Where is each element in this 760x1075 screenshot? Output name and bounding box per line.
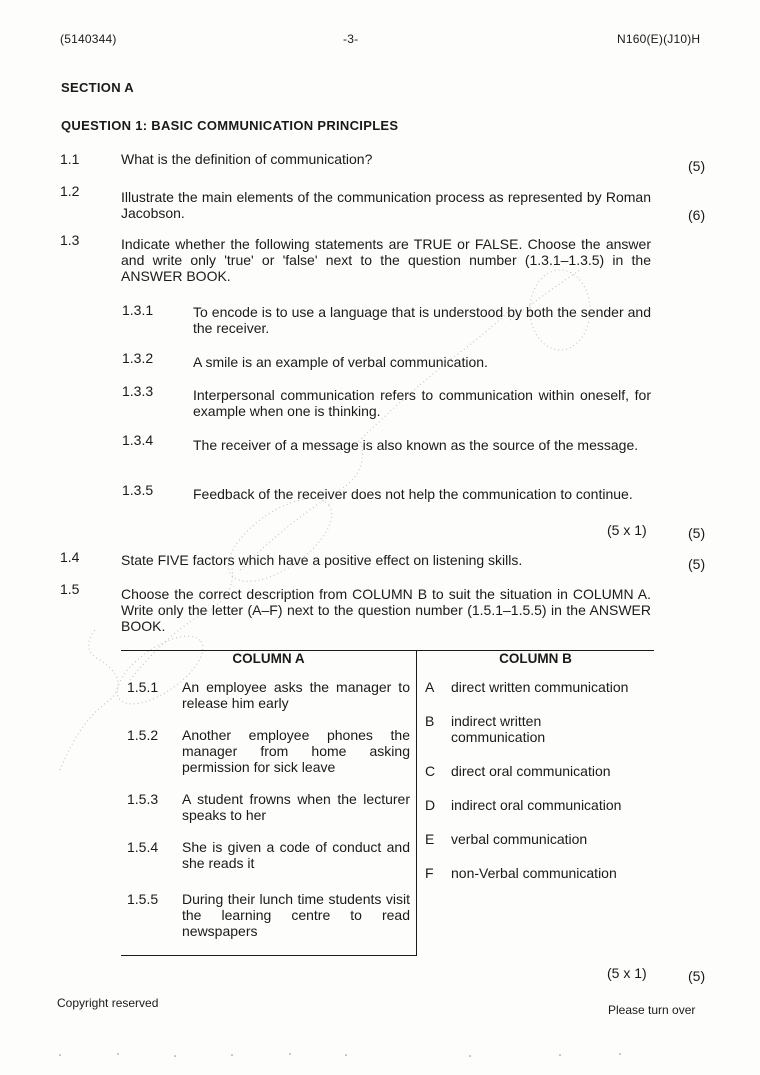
- column-b-letter: C: [425, 763, 436, 779]
- q1-1-number: 1.1: [60, 151, 80, 167]
- column-a-row: [121, 791, 416, 823]
- column-b-text: verbal communication: [451, 831, 588, 847]
- column-a-heading: COLUMN A: [121, 651, 417, 674]
- column-a: [121, 673, 417, 956]
- question-title: QUESTION 1: BASIC COMMUNICATION PRINCIPLES: [61, 118, 399, 133]
- column-a-row: [121, 679, 416, 711]
- column-b-letter: D: [425, 797, 436, 813]
- column-b-text: direct written communication: [451, 679, 629, 695]
- q1-3-3-text: Interpersonal communication refers to communication within oneself, for example when one is thinking.: [193, 387, 651, 419]
- column-b-row: [417, 865, 654, 881]
- speck: [469, 1055, 471, 1057]
- q1-2-text: Illustrate the main elements of the communication process as represented by Roman Jacobson.: [121, 189, 651, 221]
- speck: [59, 1054, 61, 1056]
- column-a-number: 1.5.3: [127, 791, 159, 807]
- speck: [559, 1054, 561, 1056]
- exam-reference: N160(E)(J10)H: [617, 32, 701, 46]
- q1-5-mark: (5): [688, 968, 706, 984]
- q1-3-4-number: 1.3.4: [122, 432, 154, 448]
- column-b-row: [417, 679, 654, 695]
- column-b-row: [417, 797, 654, 813]
- column-a-text: Another employee phones the manager from home asking permission for sick leave: [182, 727, 410, 775]
- turn-over-notice: Please turn over: [608, 1003, 696, 1017]
- paper-code: (5140344): [60, 32, 117, 46]
- q1-5-total: (5 x 1): [607, 965, 647, 981]
- column-b-row: [417, 763, 654, 779]
- q1-4-number: 1.4: [60, 549, 80, 565]
- q1-1-mark: (5): [688, 158, 706, 174]
- scan-specks: [0, 1045, 760, 1065]
- q1-3-1-number: 1.3.1: [122, 302, 154, 318]
- column-a-text: An employee asks the manager to release him early: [182, 679, 410, 711]
- watermark-stroke: [60, 630, 118, 770]
- speck: [174, 1055, 176, 1057]
- q1-1-text: What is the definition of communication?: [121, 151, 373, 167]
- q1-3-3-number: 1.3.3: [122, 383, 154, 399]
- speck: [345, 1054, 347, 1056]
- q1-5-text: Choose the correct description from COLUMN B to suit the situation in COLUMN A. Write only the letter (A–F) next to the question number (1.5.1–1.5.5) in the ANSWER BOOK.: [121, 586, 651, 634]
- q1-3-2-number: 1.3.2: [122, 350, 154, 366]
- section-title: SECTION A: [61, 80, 135, 95]
- q1-3-5-number: 1.3.5: [122, 482, 154, 498]
- q1-2-number: 1.2: [60, 183, 80, 199]
- column-b-text: indirect written communication: [451, 713, 546, 745]
- speck: [117, 1053, 119, 1055]
- column-a-row: [121, 727, 416, 775]
- q1-3-mark: (5): [688, 525, 706, 541]
- column-a-row: [121, 891, 416, 939]
- q1-3-2-text: A smile is an example of verbal communication.: [193, 354, 488, 370]
- column-b-row: [417, 713, 654, 745]
- column-a-row: [121, 839, 416, 871]
- column-b: [417, 673, 655, 956]
- q1-3-total: (5 x 1): [607, 522, 647, 538]
- column-b-text: non-Verbal communication: [451, 865, 617, 881]
- q1-4-mark: (5): [688, 556, 706, 572]
- q1-3-5-text: Feedback of the receiver does not help the communication to continue.: [193, 486, 633, 502]
- speck: [289, 1053, 291, 1055]
- column-b-text: indirect oral communication: [451, 797, 622, 813]
- q1-3-text: Indicate whether the following statements are TRUE or FALSE. Choose the answer and write only 'true' or 'false' next to the question number (1.3.1–1.3.5) in the ANSWER BOOK.: [121, 236, 651, 284]
- column-a-number: 1.5.5: [127, 891, 159, 907]
- column-a-number: 1.5.1: [127, 679, 159, 695]
- column-b-text: direct oral communication: [451, 763, 611, 779]
- column-a-text: During their lunch time students visit the learning centre to read newspapers: [182, 891, 410, 939]
- column-a-text: She is given a code of conduct and she reads it: [182, 839, 410, 871]
- q1-2-mark: (6): [688, 207, 706, 223]
- column-a-number: 1.5.2: [127, 727, 159, 743]
- column-b-row: [417, 831, 654, 847]
- q1-3-4-text: The receiver of a message is also known as the source of the message.: [193, 437, 639, 453]
- watermark-stroke: [240, 440, 363, 570]
- matching-table: [121, 650, 654, 956]
- column-b-letter: F: [425, 865, 434, 881]
- column-a-text: A student frowns when the lecturer speaks to her: [182, 791, 410, 823]
- column-a-number: 1.5.4: [127, 839, 159, 855]
- column-b-letter: E: [425, 831, 435, 847]
- speck: [231, 1054, 233, 1056]
- column-b-heading: COLUMN B: [417, 651, 655, 674]
- q1-3-number: 1.3: [60, 232, 80, 248]
- column-b-letter: B: [425, 713, 435, 729]
- q1-4-text: State FIVE factors which have a positive effect on listening skills.: [121, 552, 523, 568]
- copyright-notice: Copyright reserved: [57, 996, 159, 1010]
- column-b-letter: A: [425, 679, 435, 695]
- q1-5-number: 1.5: [60, 581, 80, 597]
- speck: [619, 1053, 621, 1055]
- page-number: -3-: [343, 32, 359, 46]
- q1-3-1-text: To encode is to use a language that is understood by both the sender and the receiver.: [193, 304, 651, 336]
